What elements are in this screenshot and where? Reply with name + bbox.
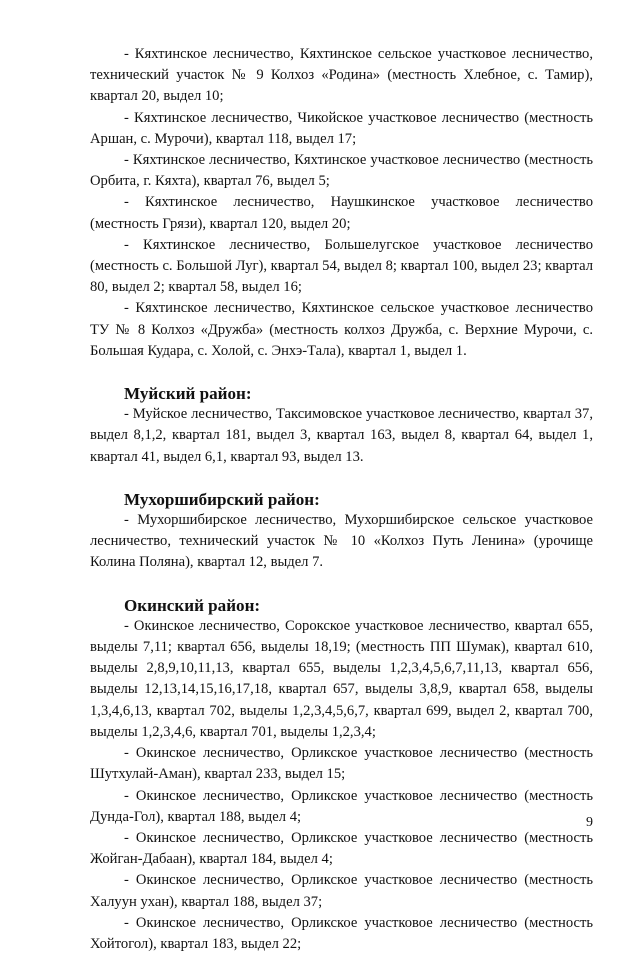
section-muya — [90, 383, 593, 468]
paragraph: - Окинское лесничество, Орликское участковое лесничество (местность Хойтогол), квартал 183, выдел 22; — [90, 914, 593, 952]
section-oka — [90, 595, 593, 955]
section-kyakhta — [90, 44, 593, 362]
paragraph: - Кяхтинское лесничество, Кяхтинское участковое лесничество (местность Орбита, г. Кяхта), квартал 76, выдел 5; — [90, 152, 593, 190]
page-number: 9 — [586, 815, 593, 830]
paragraph: - Кяхтинское лесничество, Наушкинское участковое лесничество (местность Грязи), квартал 120, выдел 20; — [90, 194, 593, 232]
paragraph: - Мухоршибирское лесничество, Мухоршибирское сельское участковое лесничество, технический участок № 10 «Колхоз Путь Ленина» (урочище Колина Поляна), квартал 12, выдел 7. — [90, 512, 593, 571]
paragraph: - Окинское лесничество, Сорокское участковое лесничество, квартал 655, выделы 7,11; квартал 656, выделы 18,19; (местность ПП Шумак), квартал 610, выделы 2,8,9,10,11,13, квартал 655, выделы 1,2,3,4,5,6,7,11,13, квартал 656, выделы 12,13,14,15,16,17,18, квартал 657, выделы 3,8,9, квартал 658, выделы 1,3,4,6,13, квартал 702, выделы 1,2,3,4,5,6,7, квартал 699, выдел 2, квартал 700, выделы 1,2,3,4,6, квартал 701, выделы 1,2,3,4; — [90, 617, 593, 740]
paragraph: - Муйское лесничество, Таксимовское участковое лесничество, квартал 37, выдел 8,1,2, квартал 181, выдел 3, квартал 163, выдел 8, квартал 64, выдел 1, квартал 41, выдел 6,1, квартал 93, выдел 13. — [90, 406, 593, 465]
section-heading: Окинский район: — [124, 595, 261, 615]
paragraph: - Кяхтинское лесничество, Чикойское участковое лесничество (местность Аршан, с. Мурочи), квартал 118, выдел 17; — [90, 109, 593, 147]
section-heading: Муйский район: — [124, 384, 252, 404]
document-page — [90, 44, 593, 955]
paragraph: - Окинское лесничество, Орликское участковое лесничество (местность Халуун ухан), квартал 188, выдел 37; — [90, 872, 593, 910]
paragraph: - Окинское лесничество, Орликское участковое лесничество (местность Шутхулай-Аман), квартал 233, выдел 15; — [90, 745, 593, 783]
paragraph: - Окинское лесничество, Орликское участковое лесничество (местность Жойган-Дабаан), квартал 184, выдел 4; — [90, 829, 593, 868]
paragraph: - Окинское лесничество, Орликское участковое лесничество (местность Дунда-Гол), квартал 188, выдел 4; — [90, 787, 593, 825]
paragraph: - Кяхтинское лесничество, Кяхтинское сельское участковое лесничество, технический участок № 9 Колхоз «Родина» (местность Хлебное, с. Тамир), квартал 20, выдел 10; — [90, 46, 593, 105]
paragraph: - Кяхтинское лесничество, Кяхтинское сельское участковое лесничество ТУ № 8 Колхоз «Дружба» (местность колхоз Дружба, с. Верхние Мурочи, с. Большая Кудара, с. Холой, с. Энхэ-Тала), квартал 1, выдел 1. — [90, 300, 593, 359]
section-mukhorshibir — [90, 489, 593, 574]
paragraph: - Кяхтинское лесничество, Большелугское участковое лесничество (местность с. Большой Луг), квартал 54, выдел 8; квартал 100, выдел 23; квартал 80, выдел 2; квартал 58, выдел 16; — [90, 236, 593, 296]
section-heading: Мухоршибирский район: — [124, 489, 320, 509]
